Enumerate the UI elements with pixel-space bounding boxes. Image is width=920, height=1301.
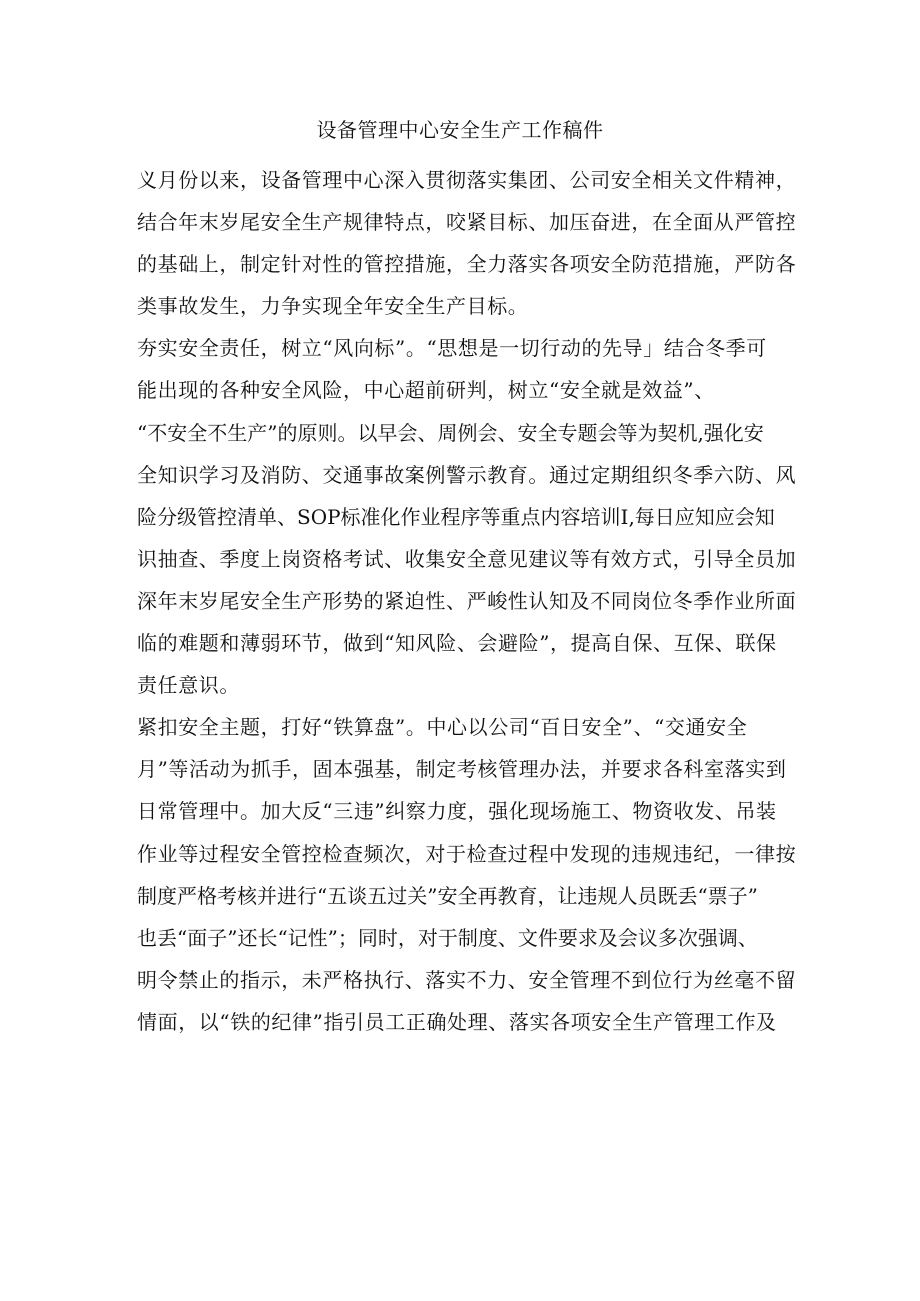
text-line: 义月份以来，设备管理中心深入贯彻落实集团、公司安全相关文件精神， bbox=[137, 168, 797, 192]
text-line: 类事故发生，力争实现全年安全生产目标。 bbox=[137, 294, 529, 319]
text-line: 也丢“面子”还长“记性”；同时，对于制度、文件要求及会议多次强调、 bbox=[137, 925, 758, 950]
text-line: 全知识学习及消防、交通事故案例警示教育。通过定期组织冬季六防、风 bbox=[137, 462, 797, 487]
text-line: 深年末岁尾安全生产形势的紧迫性、严峻性认知及不同岗位冬季作业所面 bbox=[137, 588, 797, 613]
text-line: 临的难题和薄弱环节，做到“知风险、会避险”，提高自保、互保、联保 bbox=[137, 631, 777, 656]
text-line: 日常管理中。加大反“三违”纠察力度，强化现场施工、物资收发、吊装 bbox=[137, 799, 777, 824]
text-line: 险分级管控清单、SOP标准化作业程序等重点内容培训I,每日应知应会知 bbox=[137, 504, 775, 529]
text-line: 情面，以“铁的纪律”指引员工正确处理、落实各项安全生产管理工作及 bbox=[137, 1009, 777, 1034]
text-line: 作业等过程安全管控检查频次，对于检查过程中发现的违规违纪，一律按 bbox=[137, 841, 797, 866]
text-line: 夯实安全责任，树立“风向标”。“思想是一切行动的先导」结合冬季可 bbox=[137, 336, 767, 361]
text-line: 制度严格考核并进行“五谈五过关”安全再教育，让违规人员既丢“票子” bbox=[137, 883, 758, 908]
text-line: 能出现的各种安全风险，中心超前研判，树立“安全就是效益”、 bbox=[137, 378, 715, 403]
text-line: “不安全不生产”的原则。以早会、周例会、安全专题会等为契机,强化安 bbox=[137, 420, 764, 445]
document-title: 设备管理中心安全生产工作稿件 bbox=[316, 118, 604, 142]
text-line: 月”等活动为抓手，固本强基，制定考核管理办法，并要求各科室落实到 bbox=[137, 757, 787, 782]
text-line: 明令禁止的指示，未严格执行、落实不力、安全管理不到位行为丝毫不留 bbox=[137, 967, 797, 992]
text-line: 紧扣安全主题，打好“铁算盘”。中心以公司“百日安全”、“交通安全 bbox=[137, 715, 748, 740]
text-line: 责任意识。 bbox=[137, 673, 240, 698]
text-line: 识抽查、季度上岗资格考试、收集安全意见建议等有效方式，引导全员加 bbox=[137, 546, 797, 571]
document-body bbox=[137, 159, 809, 1043]
text-line: 结合年末岁尾安全生产规律特点，咬紧目标、加压奋进，在全面从严管控 bbox=[137, 210, 797, 235]
text-line: 的基础上，制定针对性的管控措施，全力落实各项安全防范措施，严防各 bbox=[137, 252, 797, 277]
